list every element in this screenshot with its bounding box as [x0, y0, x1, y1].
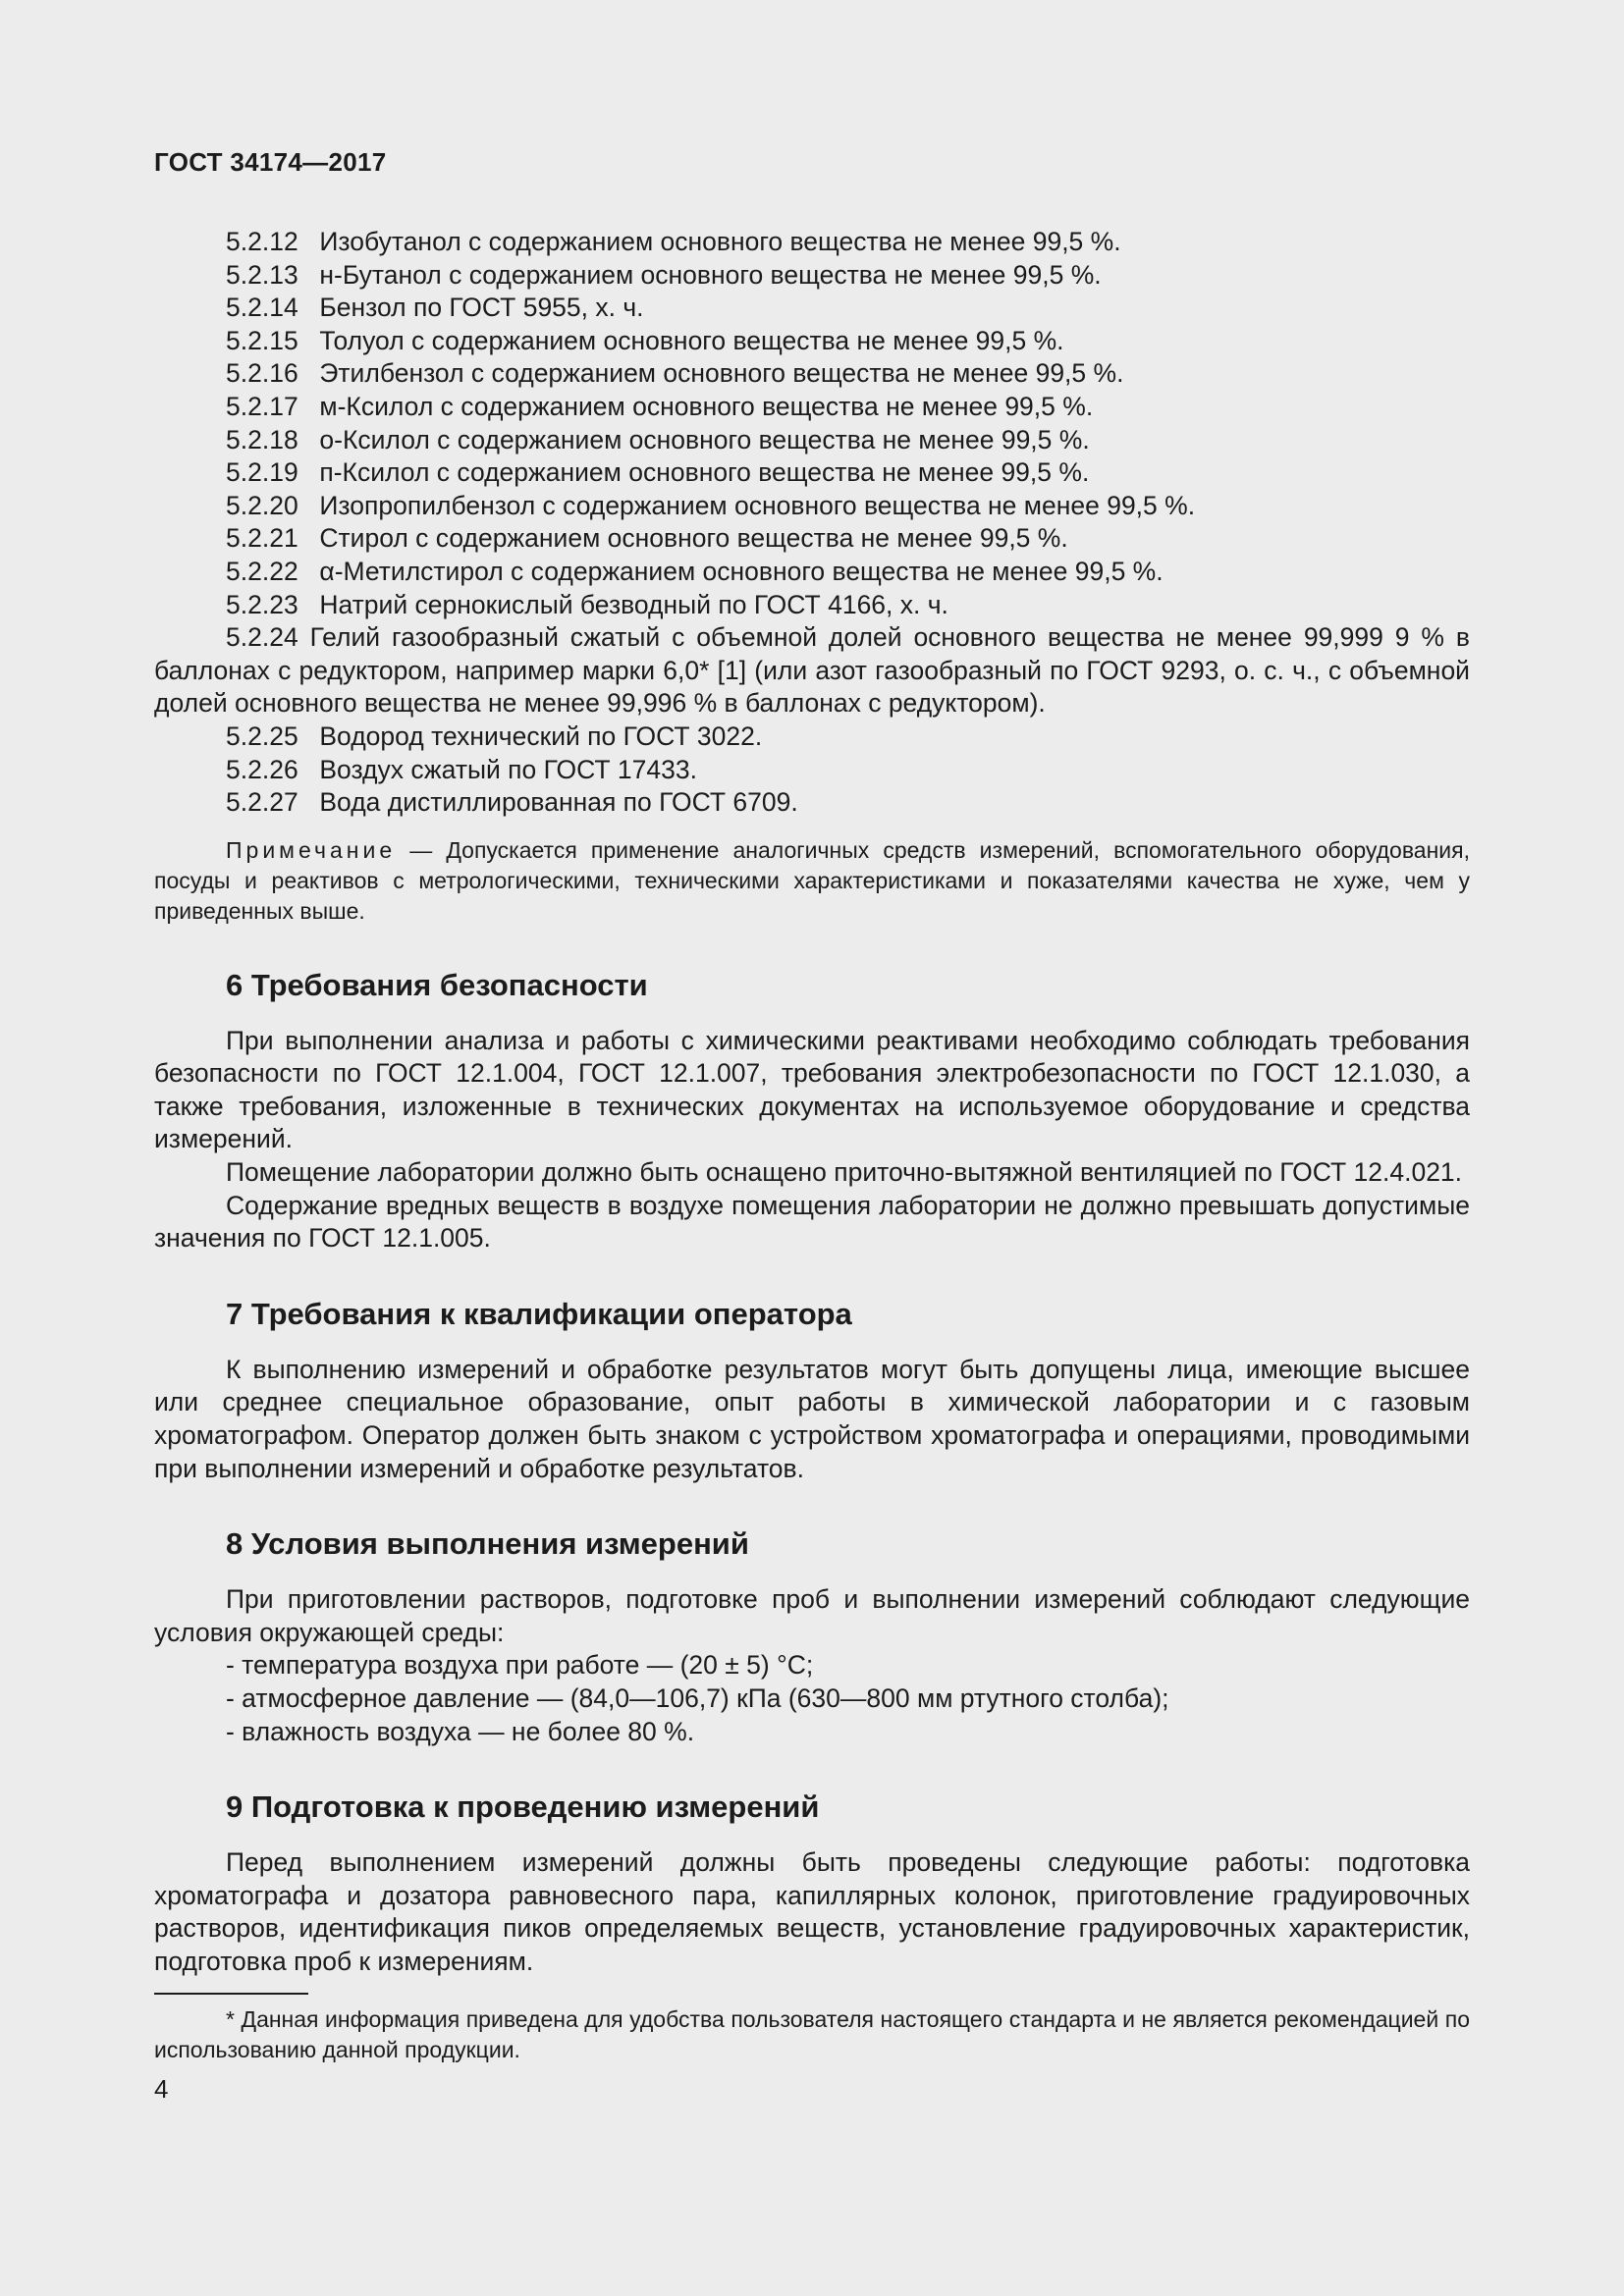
page-number: 4: [154, 2074, 169, 2104]
document-header: ГОСТ 34174—2017: [154, 147, 387, 177]
paragraph: При приготовлении растворов, подготовке проб и выполнении измерений соблюдают следующие условия окружающей среды:: [154, 1584, 1470, 1647]
paragraph: При выполнении анализа и работы с химическими реактивами необходимо соблюдать требования безопасности по ГОСТ 12.1.004, ГОСТ 12.1.007, требования электробезопасности по ГОСТ 12.1.030, а также требования, изложенные в технических документах на используемое оборудование и средства измерений.: [154, 1025, 1470, 1154]
materials-list: [154, 226, 1470, 820]
paragraph: Содержание вредных веществ в воздухе помещения лаборатории не должно превышать допустимые значения по ГОСТ 12.1.005.: [154, 1190, 1470, 1254]
condition-item: - атмосферное давление — (84,0—106,7) кПа (630—800 мм ртутного столба);: [226, 1683, 1169, 1713]
list-item: 5.2.22 α-Метилстирол с содержанием основного вещества не менее 99,5 %.: [226, 556, 1164, 586]
paragraph: Помещение лаборатории должно быть оснащено приточно-вытяжной вентиляцией по ГОСТ 12.4.021.: [226, 1157, 1463, 1188]
list-item: 5.2.27 Вода дистиллированная по ГОСТ 6709.: [226, 787, 798, 818]
list-item: 5.2.13 н-Бутанол с содержанием основного вещества не менее 99,5 %.: [226, 259, 1102, 290]
list-item: 5.2.12 Изобутанол с содержанием основного вещества не менее 99,5 %.: [226, 227, 1121, 256]
section-9: [154, 1789, 1470, 1978]
condition-item: - температура воздуха при работе — (20 ± 5) °С;: [226, 1650, 814, 1681]
footnote: * Данная информация приведена для удобства пользователя настоящего стандарта и не является рекомендацией по использованию данной продукции.: [154, 2005, 1470, 2062]
list-item: 5.2.16 Этилбензол с содержанием основного вещества не менее 99,5 %.: [226, 358, 1124, 389]
section-heading-9: 9 Подготовка к проведению измерений: [226, 1789, 820, 1825]
list-item-long: 5.2.24 Гелий газообразный сжатый с объемной долей основного вещества не менее 99,999 9 % в баллонах с редуктором, например марки 6,0* [1] (или азот газообразный по ГОСТ 9293, о. с. ч., с объемной долей основного вещества не менее 99,996 % в баллонах с редуктором).: [154, 622, 1470, 719]
list-item: 5.2.26 Воздух сжатый по ГОСТ 17433.: [226, 754, 697, 784]
section-heading-8: 8 Условия выполнения измерений: [226, 1526, 749, 1562]
document-body: [154, 226, 1470, 2065]
list-item: 5.2.20 Изопропилбензол с содержанием основного вещества не менее 99,5 %.: [226, 490, 1196, 520]
paragraph: К выполнению измерений и обработке результатов могут быть допущены лица, имеющие высшее или среднее специальное образование, опыт работы в химической лаборатории и с газовым хроматографом. Оператор должен быть знаком с устройством хроматографа и операциями, проводимыми при выполнении измерений и обработке результатов.: [154, 1354, 1470, 1483]
list-item: 5.2.18 о-Ксилол с содержанием основного вещества не менее 99,5 %.: [226, 424, 1090, 454]
list-item: 5.2.15 Толуол с содержанием основного вещества не менее 99,5 %.: [226, 325, 1064, 355]
list-item: 5.2.14 Бензол по ГОСТ 5955, х. ч.: [226, 293, 644, 323]
list-item: 5.2.23 Натрий сернокислый безводный по ГОСТ 4166, х. ч.: [226, 589, 948, 619]
list-item: 5.2.25 Водород технический по ГОСТ 3022.: [226, 721, 763, 751]
section-heading-7: 7 Требования к квалификации оператора: [226, 1296, 852, 1331]
note-label: Примечание: [226, 836, 397, 863]
section-heading-6: 6 Требования безопасности: [226, 967, 648, 1002]
list-item: 5.2.17 м-Ксилол с содержанием основного вещества не менее 99,5 %.: [226, 391, 1094, 421]
condition-item: - влажность воздуха — не более 80 %.: [226, 1716, 695, 1746]
list-item: 5.2.21 Стирол с содержанием основного вещества не менее 99,5 %.: [226, 523, 1068, 554]
list-item: 5.2.19 п-Ксилол с содержанием основного вещества не менее 99,5 %.: [226, 457, 1090, 488]
footnote-separator: [154, 1993, 308, 1995]
note: [154, 835, 1470, 927]
paragraph: Перед выполнением измерений должны быть проведены следующие работы: подготовка хроматографа и дозатора равновесного пара, капиллярных колонок, приготовление градуировочных растворов, идентификация пиков определяемых веществ, установление градуировочных характеристик, подготовка проб к измерениям.: [154, 1847, 1470, 1976]
note-text: — Допускается применение аналогичных средств измерений, вспомогательного оборудования, посуды и реактивов с метрологическими, техническими характеристиками и показателями качества не хуже, чем у приведенных выше.: [154, 836, 1470, 924]
